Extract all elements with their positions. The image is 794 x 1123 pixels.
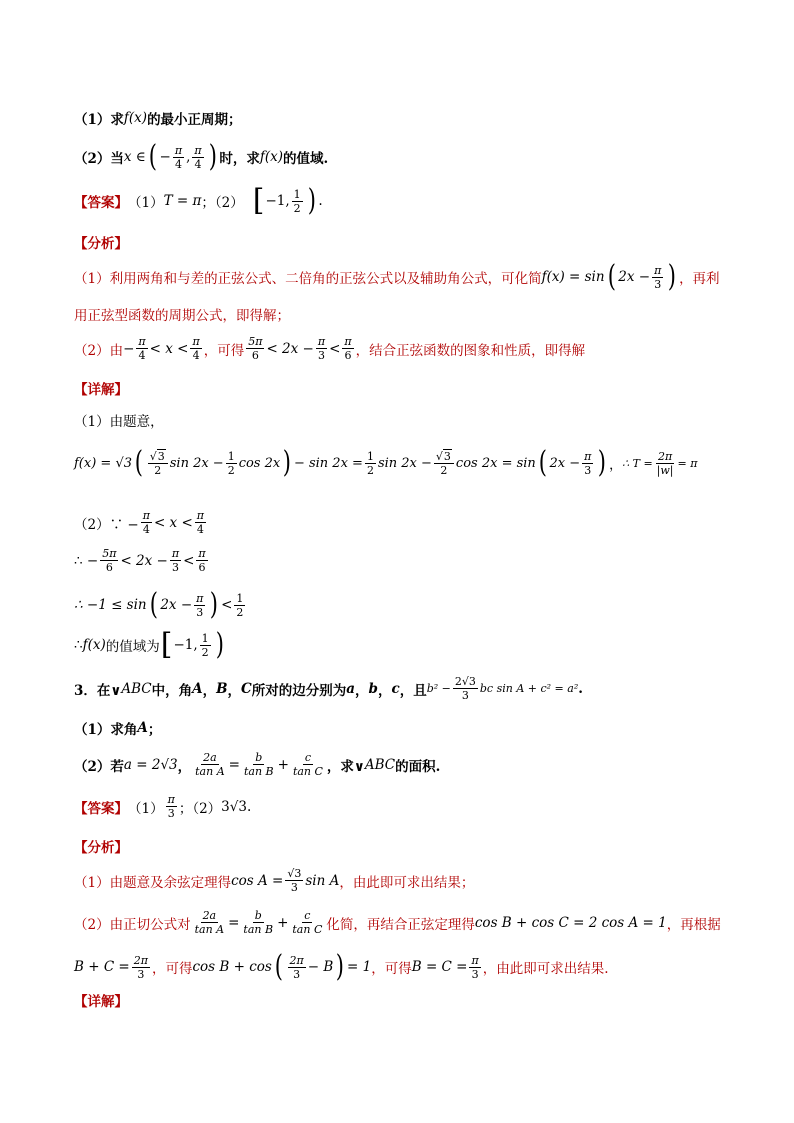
text: ，由此即可求出结果. (482, 961, 609, 977)
fraction (242, 752, 276, 777)
math: ABC (364, 756, 396, 773)
math: cos 2x (238, 455, 281, 471)
fraction (292, 189, 303, 214)
fraction (132, 955, 150, 980)
math: T = π (163, 193, 202, 209)
math: < x < (153, 514, 193, 531)
math: sin A (305, 872, 340, 889)
comma: , (186, 149, 191, 165)
fraction (100, 548, 118, 573)
math: sin 2x − (377, 455, 432, 471)
den: 2 (227, 463, 235, 477)
analysis-line (74, 868, 474, 893)
detail-line (74, 510, 208, 535)
fraction: $\frac{√3}{2}$ (148, 451, 168, 476)
math: = (228, 914, 240, 931)
text: （1） (128, 195, 164, 211)
num: 2π (289, 953, 304, 967)
text: 的值域. (282, 151, 329, 167)
math: − sin 2x = (293, 455, 363, 471)
num: 1 (366, 449, 374, 463)
fraction (195, 510, 206, 535)
fraction (246, 336, 264, 361)
right-paren: ) (307, 183, 316, 218)
den: 3 (293, 967, 301, 981)
text: 的值域为 (105, 639, 160, 655)
num: π (196, 509, 204, 522)
fraction (453, 676, 478, 701)
fraction (141, 510, 152, 535)
math: 2x − (160, 597, 193, 613)
num: π (471, 953, 479, 967)
den: 6 (105, 561, 113, 574)
math: B + C = (74, 959, 130, 975)
fraction (170, 548, 181, 573)
num: 2a (203, 751, 217, 764)
question-3-part-2 (74, 752, 440, 777)
den: 4 (192, 349, 200, 362)
fraction (193, 752, 227, 777)
fraction (136, 336, 147, 361)
math: x ∈ (123, 149, 146, 165)
math: ABC (121, 680, 152, 697)
answer-tag: 【答案】 (74, 195, 128, 211)
math: A (192, 680, 203, 697)
math: cos B + cos C = 2 cos A = 1 (474, 914, 667, 931)
text: ， (355, 682, 369, 699)
fraction (290, 910, 324, 935)
text: 时，求 (219, 151, 260, 167)
text: （2）由正切公式对 (74, 916, 191, 933)
den: 3 (584, 463, 592, 477)
num: π (317, 335, 326, 348)
num: b (255, 751, 263, 764)
text: （2）∵ − (74, 516, 139, 533)
left-paren: ( (607, 259, 616, 294)
text: . (578, 680, 583, 697)
num: 1 (293, 187, 301, 201)
text: ，结合正弦函数的图象和性质，即得解 (355, 342, 586, 359)
text: ，可得 (203, 342, 245, 359)
minus: − (123, 340, 135, 357)
text: ，且 (399, 682, 427, 699)
den: 4 (194, 157, 202, 171)
math: ∴ T = (622, 456, 653, 470)
fraction (190, 336, 201, 361)
num: π (584, 449, 592, 463)
num: π (138, 335, 146, 348)
math: 2x − (618, 269, 651, 285)
den: 6 (198, 561, 206, 574)
num: 2π (133, 953, 148, 967)
den: 4 (174, 157, 182, 171)
den: tan B (243, 765, 274, 778)
fraction (316, 336, 327, 361)
text: ，由此即可求出结果； (339, 874, 475, 891)
left-paren: ( (274, 949, 283, 984)
num: 1 (236, 591, 244, 605)
text: ；（2） (201, 195, 244, 211)
den: 3 (137, 967, 145, 981)
analysis-tag: 【分析】 (74, 236, 128, 252)
num: 3 (157, 449, 165, 463)
den: 3 (471, 967, 479, 981)
fraction (655, 451, 676, 476)
right-paren: ) (210, 587, 219, 622)
den: 4 (138, 349, 146, 362)
fraction (200, 633, 211, 658)
text: （1）利用两角和与差的正弦公式、二倍角的正弦公式以及辅助角公式，可化简 (74, 271, 542, 287)
text: ，可得 (151, 961, 193, 977)
detail-line (74, 548, 210, 573)
math: −1, (173, 637, 198, 653)
math: bc sin A + c² = a² (479, 682, 579, 695)
den: 3 (171, 561, 179, 574)
fraction (241, 910, 275, 935)
den: tan C (292, 923, 323, 936)
math: b (368, 680, 378, 697)
right-paren: ) (336, 949, 345, 984)
den: 3 (290, 881, 298, 894)
text: （1）由题意及余弦定理得 (74, 874, 232, 891)
math: C (241, 680, 252, 697)
text: ， (227, 682, 242, 699)
text: 的最小正周期； (147, 112, 242, 128)
math: cos B + cos (192, 959, 272, 975)
text: . (318, 193, 323, 209)
math: cos 2x = sin (455, 455, 536, 471)
answer-3 (74, 794, 251, 819)
fraction (166, 794, 177, 819)
text: （1）求角 (74, 722, 138, 738)
num: π (167, 793, 175, 806)
num: 5π (102, 547, 117, 560)
math: = (228, 756, 240, 773)
den: 2 (293, 201, 301, 215)
math: sin 2x − (169, 455, 224, 471)
math: 3√3 (221, 798, 247, 815)
right-paren: ) (668, 259, 677, 294)
text: （2）若 (74, 758, 124, 775)
fraction (196, 548, 207, 573)
math: − B (307, 959, 334, 975)
num: π (654, 263, 662, 277)
math: 2x − (549, 455, 581, 471)
math: + (277, 914, 289, 931)
den: 3 (317, 349, 325, 362)
label: （2）当 (74, 151, 124, 167)
den: 2 (236, 605, 244, 619)
den: 6 (251, 349, 259, 362)
right-paren: ) (208, 139, 217, 174)
text: ，求∨ (326, 758, 365, 775)
text: 中，角 (151, 682, 193, 699)
math: f(x) = √3 (74, 455, 132, 471)
math: a (346, 680, 356, 697)
fraction (173, 145, 184, 170)
fraction (291, 752, 325, 777)
left-paren: ( (148, 139, 157, 174)
math: < 2x − (266, 340, 314, 357)
math: a = 2√3 (123, 756, 178, 773)
text: ，可得 (371, 961, 412, 977)
left-bracket: [ (160, 627, 173, 662)
fraction (234, 593, 245, 618)
fraction (193, 910, 227, 935)
analysis-line (74, 259, 720, 294)
text: ， (609, 457, 623, 473)
detail-tag: 【详解】 (74, 382, 128, 398)
num: π (171, 547, 180, 560)
den: 3 (654, 277, 662, 291)
fraction (192, 145, 203, 170)
detail-line: （1）由题意， (74, 414, 164, 430)
num: π (194, 143, 202, 157)
text: ； (147, 722, 162, 738)
analysis-line (74, 336, 585, 361)
fraction (288, 955, 306, 980)
math: < (329, 340, 341, 357)
question-part-1 (74, 108, 242, 128)
fraction (226, 451, 237, 476)
num: π (196, 591, 204, 605)
left-paren: ( (538, 445, 547, 480)
math: < x < (149, 340, 189, 357)
detail-line (74, 627, 226, 662)
text: ∴ (74, 637, 83, 653)
text: ，再根据 (666, 916, 721, 933)
analysis-line (74, 949, 609, 984)
right-paren: ) (598, 445, 607, 480)
analysis-line (74, 910, 721, 935)
analysis-line: 用正弦型函数的周期公式，即得解； (74, 308, 290, 324)
num: 2√3 (454, 675, 476, 688)
text: 3．在∨ (74, 682, 122, 699)
math: < (221, 597, 233, 613)
num: π (198, 547, 206, 560)
num: π (344, 335, 352, 348)
text: ，再利 (679, 271, 720, 287)
num: 2π (657, 449, 673, 463)
left-bracket: [ (252, 183, 265, 218)
math: f(x) (82, 637, 106, 653)
text: ， (202, 682, 217, 699)
fraction (469, 955, 480, 980)
num: 2a (202, 909, 217, 922)
den: tan C (292, 765, 323, 778)
math: < (183, 552, 195, 569)
den: 4 (196, 523, 204, 536)
num: π (142, 509, 150, 522)
math: + (277, 756, 289, 773)
fraction (652, 265, 663, 290)
text: （1） (128, 800, 164, 817)
num: 1 (227, 449, 235, 463)
den: 6 (344, 349, 352, 362)
analysis-tag: 【分析】 (74, 840, 128, 856)
num: 1 (201, 631, 209, 645)
text: 所对的边分别为 (251, 682, 347, 699)
den: 2 (366, 463, 374, 477)
math: < 2x − (120, 552, 168, 569)
den: |w| (656, 463, 674, 477)
answer-tag: 【答案】 (74, 800, 128, 817)
math: = π (677, 456, 698, 470)
answer-1 (74, 183, 323, 218)
den: 3 (167, 807, 175, 820)
den: 3 (196, 605, 204, 619)
math: f(x) (259, 149, 283, 165)
den: tan A (195, 765, 225, 778)
text: ， (377, 682, 392, 699)
math: B (216, 680, 228, 697)
den: 2 (154, 463, 162, 477)
math: f(x) (123, 110, 148, 126)
den: 2 (440, 463, 448, 477)
text: ；（2） (178, 800, 222, 817)
num: c (304, 909, 311, 922)
num: b (254, 909, 262, 922)
right-paren: ) (215, 627, 224, 662)
label: （1）求 (74, 112, 124, 128)
math: A (137, 720, 148, 736)
text: ， (177, 758, 192, 775)
left-paren: ( (149, 587, 158, 622)
text: 化简，再结合正弦定理得 (326, 916, 475, 933)
detail-tag: 【详解】 (74, 994, 128, 1010)
den: tan B (243, 923, 274, 936)
math: −1, (265, 193, 290, 209)
math: f(x) = sin (541, 269, 605, 285)
question-3-part-1 (74, 718, 161, 738)
math: b² − (426, 682, 451, 695)
text: （2）由 (74, 342, 124, 359)
detail-line (74, 587, 247, 622)
math: cos A = (231, 872, 284, 889)
text: 的面积. (395, 758, 441, 775)
num: c (304, 751, 312, 764)
num: √3 (287, 867, 302, 880)
question-part-2 (74, 139, 329, 174)
text: ∴ − (74, 552, 99, 569)
num: π (174, 143, 183, 157)
math: ∴ −1 ≤ sin (74, 597, 147, 613)
right-paren: ) (282, 445, 292, 480)
fraction (342, 336, 353, 361)
question-3 (74, 676, 583, 701)
num: 3 (443, 449, 451, 463)
den: tan A (194, 923, 225, 936)
num: π (192, 335, 200, 348)
left-paren: ( (134, 445, 143, 480)
fraction: $\frac{√3}{2}$ (434, 451, 454, 476)
den: 2 (201, 645, 209, 659)
num: 5π (248, 335, 263, 348)
fraction (365, 451, 376, 476)
den: 4 (142, 523, 150, 536)
minus: − (159, 149, 171, 165)
detail-formula (74, 445, 698, 480)
math: = 1 (347, 959, 372, 975)
text: . (246, 798, 252, 815)
fraction (582, 451, 593, 476)
math: c (391, 680, 400, 697)
fraction (285, 868, 303, 893)
den: 3 (461, 689, 469, 702)
fraction (194, 593, 205, 618)
math: B = C = (411, 959, 468, 975)
